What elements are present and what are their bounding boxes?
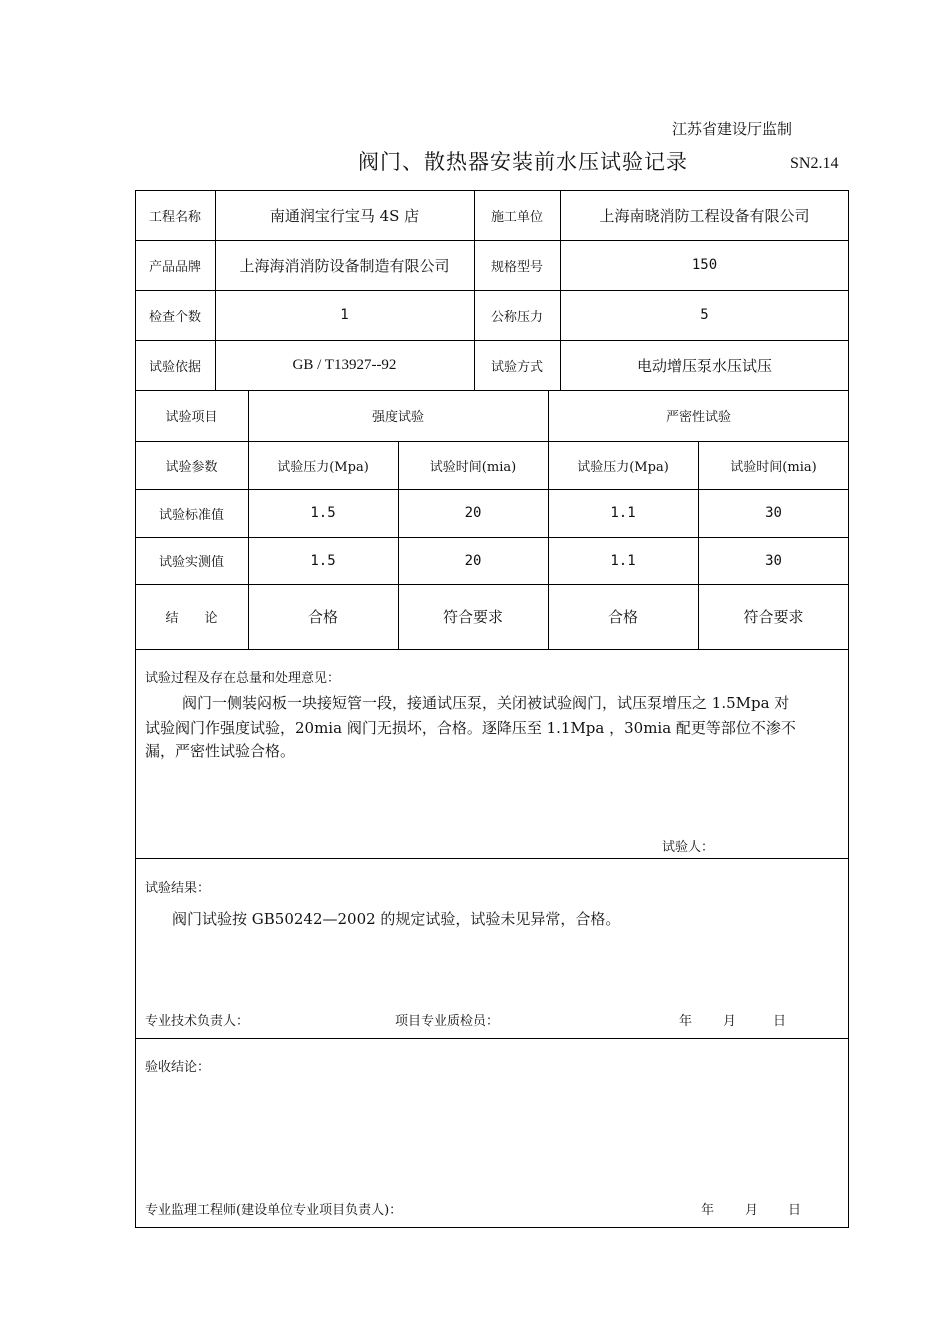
project-name-label: 工程名称 — [148, 209, 201, 225]
tech-lead-label: 专业技术负责人： — [145, 1014, 250, 1029]
date-year: 年 — [701, 1203, 715, 1218]
divider — [135, 858, 849, 859]
table-cell: 20 — [464, 552, 482, 569]
tightness-time-header: 试验时间(mia) — [730, 459, 817, 475]
method-label: 试验方式 — [490, 359, 543, 375]
spec-label: 规格型号 — [490, 259, 543, 275]
spec-value: 150 — [691, 257, 718, 273]
strength-pressure-header: 试验压力(Mpa) — [277, 459, 369, 475]
count-value: 1 — [340, 307, 349, 323]
tightness-test-header: 严密性试验 — [665, 410, 731, 425]
contractor-value: 上海南晓消防工程设备有限公司 — [599, 206, 810, 225]
divider — [135, 649, 849, 650]
tester-label: 试验人： — [662, 840, 715, 855]
acceptance-label: 验收结论： — [145, 1060, 211, 1075]
table-cell: 合格 — [307, 608, 338, 626]
qc-inspector-label: 项目专业质检员： — [395, 1014, 500, 1029]
measured-value-label: 试验实测值 — [158, 555, 224, 570]
count-label: 检查个数 — [148, 309, 201, 325]
date-day: 日 — [773, 1014, 787, 1029]
date-day: 日 — [788, 1203, 802, 1218]
date-year: 年 — [679, 1014, 693, 1029]
strength-test-header: 强度试验 — [371, 410, 424, 425]
brand-value: 上海海消消防设备制造有限公司 — [239, 256, 450, 275]
date-month: 月 — [723, 1014, 737, 1029]
process-text-line: 阀门一侧装闷板一块接短管一段，接通试压泵，关闭被试验阀门，试压泵增压之 1.5Mpa 对 — [182, 694, 790, 712]
table-cell: 符合要求 — [743, 608, 804, 626]
pressure-label: 公称压力 — [490, 309, 543, 325]
divider — [135, 1038, 849, 1039]
process-label: 试验过程及存在总量和处理意见： — [145, 671, 341, 686]
page-title: 阀门、散热器安装前水压试验记录 — [358, 150, 688, 174]
basis-value: GB / T13927--92 — [292, 356, 397, 373]
project-name-value: 南通润宝行宝马 4S 店 — [269, 206, 420, 225]
table-cell: 30 — [765, 505, 782, 521]
supervisor-note: 江苏省建设厅监制 — [672, 120, 793, 138]
date-month: 月 — [745, 1203, 759, 1218]
test-param-label: 试验参数 — [165, 459, 218, 475]
table-cell: 20 — [464, 505, 482, 521]
result-label: 试验结果： — [145, 881, 211, 896]
standard-value-label: 试验标准值 — [158, 507, 224, 523]
supervisor-engineer-label: 专业监理工程师(建设单位专业项目负责人)： — [145, 1203, 403, 1218]
table-cell: 1.5 — [310, 552, 336, 569]
pressure-value: 5 — [700, 307, 709, 323]
form-code: SN2.14 — [790, 155, 839, 172]
table-cell: 符合要求 — [442, 608, 503, 626]
result-text: 阀门试验按 GB50242—2002 的规定试验，试验未见异常，合格。 — [172, 910, 621, 928]
tightness-pressure-header: 试验压力(Mpa) — [577, 459, 669, 475]
conclusion-label: 结 论 — [165, 611, 218, 626]
table-cell: 1.1 — [610, 505, 636, 521]
contractor-label: 施工单位 — [490, 209, 543, 225]
test-item-label: 试验项目 — [165, 410, 218, 425]
method-value: 电动增压泵水压试压 — [636, 356, 772, 375]
basis-label: 试验依据 — [148, 359, 201, 375]
table-cell: 1.1 — [610, 552, 636, 569]
strength-time-header: 试验时间(mia) — [429, 459, 517, 475]
table-cell: 30 — [765, 552, 782, 569]
process-text-line: 漏，严密性试验合格。 — [145, 742, 296, 760]
process-text-line: 试验阀门作强度试验，20mia 阀门无损坏，合格。逐降压至 1.1Mpa ，30mia 配更等部位不渗不 — [145, 719, 796, 737]
table-cell: 1.5 — [310, 505, 336, 521]
table-cell: 合格 — [607, 608, 638, 626]
brand-label: 产品品牌 — [148, 259, 201, 275]
